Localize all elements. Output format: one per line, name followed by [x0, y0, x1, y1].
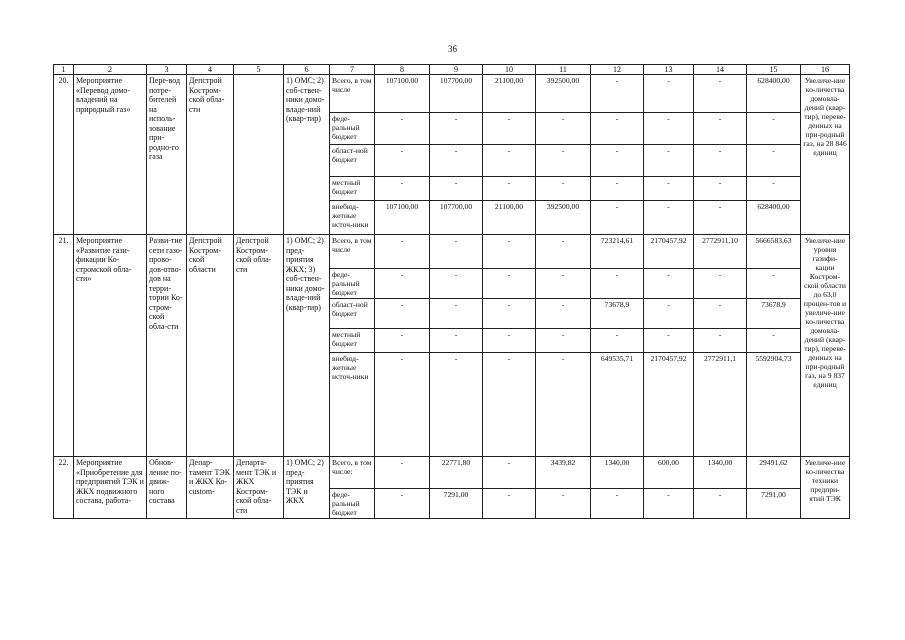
funding-source: Всего, в том числе:: [330, 457, 375, 489]
funding-value: -: [483, 457, 536, 489]
funding-value: -: [591, 75, 644, 113]
funding-value: -: [375, 489, 430, 519]
funding-value: -: [747, 113, 801, 145]
column-number-header: 10: [483, 65, 536, 75]
funding-value: -: [591, 201, 644, 235]
funding-value: -: [644, 299, 694, 329]
funding-source: внебюд-жетные источ-ники: [330, 353, 375, 457]
funding-value: -: [375, 353, 430, 457]
funding-value: -: [747, 329, 801, 353]
funding-value: -: [483, 145, 536, 177]
expected-result: Увеличе-ние ко-личества домовла-дений (квар-тир), переве-денных на при-родный газ, на 28 846 единиц: [801, 75, 850, 235]
participants: 1) ОМС; 2) пред-приятия ТЭК и ЖКХ: [284, 457, 330, 519]
measure-name: Мероприятие «Приобретение для предприятий ТЭК и ЖКХ подвижного состава, работа-: [74, 457, 147, 519]
funding-value: -: [375, 113, 430, 145]
row-number: 20.: [54, 75, 74, 235]
funding-value: 2170457,92: [644, 235, 694, 269]
funding-value: -: [375, 235, 430, 269]
funding-value: 7291,00: [747, 489, 801, 519]
row-number: 21.: [54, 235, 74, 457]
column-number-header: 14: [694, 65, 747, 75]
column-number-header: 5: [234, 65, 284, 75]
funding-value: 107700,00: [430, 75, 483, 113]
funding-value: -: [694, 329, 747, 353]
funding-value: -: [430, 113, 483, 145]
funding-value: -: [375, 269, 430, 299]
funding-value: -: [694, 113, 747, 145]
column-number-header: 6: [284, 65, 330, 75]
column-number-header: 11: [536, 65, 591, 75]
co-executor: Департа-мент ТЭК и ЖКХ Костром-ской обла-сти: [234, 457, 284, 519]
funding-value: 73678,9: [591, 299, 644, 329]
measure-goal: Разви-тие сети газо-прово-дов-отво-дов на терри-тории Ко-стром-ской обла-сти: [147, 235, 187, 457]
header-row: [54, 65, 850, 75]
column-number-header: 2: [74, 65, 147, 75]
funding-value: -: [694, 145, 747, 177]
funding-value: -: [644, 269, 694, 299]
funding-value: -: [747, 269, 801, 299]
responsible-executor: Депстрой Костром-ской обла-сти: [187, 75, 234, 235]
funding-value: -: [694, 201, 747, 235]
funding-value: 7291,00: [430, 489, 483, 519]
funding-value: -: [694, 177, 747, 201]
funding-value: 649535,71: [591, 353, 644, 457]
column-number-header: 15: [747, 65, 801, 75]
funding-value: -: [536, 113, 591, 145]
funding-value: -: [536, 489, 591, 519]
column-number-header: 4: [187, 65, 234, 75]
funding-source: внебюд-жетные источ-ники: [330, 201, 375, 235]
funding-value: 107100,00: [375, 201, 430, 235]
funding-source: Всего, в том числе: [330, 75, 375, 113]
funding-source: феде-ральный бюджет: [330, 269, 375, 299]
funding-value: -: [375, 177, 430, 201]
funding-value: -: [375, 299, 430, 329]
funding-source: местный бюджет: [330, 177, 375, 201]
funding-value: -: [591, 113, 644, 145]
funding-value: 107700,00: [430, 201, 483, 235]
funding-value: -: [483, 489, 536, 519]
measure-name: Мероприятие «Развитие гази-фикации Ко-стромской обла-сти»: [74, 235, 147, 457]
funding-value: -: [644, 177, 694, 201]
column-number-header: 9: [430, 65, 483, 75]
funding-value: -: [536, 177, 591, 201]
funding-value: -: [591, 269, 644, 299]
funding-value: -: [430, 269, 483, 299]
funding-value: 1340,00: [694, 457, 747, 489]
funding-value: -: [644, 113, 694, 145]
funding-value: -: [375, 457, 430, 489]
funding-value: 3439,82: [536, 457, 591, 489]
funding-value: 600,00: [644, 457, 694, 489]
co-executor: Депстрой Костром-ской обла-сти: [234, 235, 284, 457]
funding-value: -: [694, 299, 747, 329]
funding-value: 2772911,1: [694, 353, 747, 457]
funding-value: -: [536, 299, 591, 329]
funding-source: местный бюджет: [330, 329, 375, 353]
table-row: [54, 235, 850, 269]
column-number-header: 1: [54, 65, 74, 75]
funding-value: 628400,00: [747, 201, 801, 235]
funding-value: -: [483, 269, 536, 299]
funding-value: 723214,61: [591, 235, 644, 269]
funding-value: -: [644, 201, 694, 235]
funding-value: -: [644, 489, 694, 519]
funding-value: -: [483, 113, 536, 145]
funding-value: -: [483, 329, 536, 353]
funding-value: 1340,00: [591, 457, 644, 489]
table-row: [54, 457, 850, 489]
funding-value: -: [591, 177, 644, 201]
funding-value: 21100,00: [483, 75, 536, 113]
funding-value: -: [430, 299, 483, 329]
funding-value: 73678,9: [747, 299, 801, 329]
funding-value: 29491,62: [747, 457, 801, 489]
funding-value: -: [483, 353, 536, 457]
column-number-header: 12: [591, 65, 644, 75]
column-number-header: 16: [801, 65, 850, 75]
funding-value: -: [747, 145, 801, 177]
funding-value: -: [430, 145, 483, 177]
expected-result: Увеличе-ние ко-личества техники предпри-ятий ТЭК: [801, 457, 850, 519]
funding-value: -: [644, 75, 694, 113]
funding-value: -: [430, 353, 483, 457]
measure-name: Мероприятие «Перевод домо-владений на природный газ»: [74, 75, 147, 235]
funding-value: 22771,80: [430, 457, 483, 489]
funding-value: -: [694, 75, 747, 113]
funding-value: -: [591, 145, 644, 177]
funding-value: -: [536, 329, 591, 353]
funding-value: 392500,00: [536, 201, 591, 235]
expected-result: Увеличе-ние уровня газифи-кации Костром-ской области до 63,0 процен-тов и увеличе-ние ко-личества домовла-дений (квар-тир), переве-денных на при-родный газ, на 9 837 единиц: [801, 235, 850, 457]
column-number-header: 7: [330, 65, 375, 75]
funding-value: -: [375, 329, 430, 353]
funding-source: феде-ральный бюджет: [330, 489, 375, 519]
funding-value: -: [747, 177, 801, 201]
funding-source: Всего, в том числе: [330, 235, 375, 269]
funding-value: -: [536, 269, 591, 299]
funding-value: -: [694, 489, 747, 519]
row-number: 22.: [54, 457, 74, 519]
funding-value: -: [375, 145, 430, 177]
funding-value: 2170457,92: [644, 353, 694, 457]
funding-value: 5592904,73: [747, 353, 801, 457]
funding-value: 21100,00: [483, 201, 536, 235]
funding-value: -: [430, 177, 483, 201]
funding-value: 392500,00: [536, 75, 591, 113]
funding-value: 2772911,10: [694, 235, 747, 269]
responsible-executor: Депар-тамент ТЭК и ЖКХ Ко-custom-: [187, 457, 234, 519]
funding-value: -: [536, 145, 591, 177]
funding-value: -: [644, 329, 694, 353]
funding-value: -: [483, 235, 536, 269]
funding-value: -: [430, 329, 483, 353]
funding-source: феде-ральный бюджет: [330, 113, 375, 145]
funding-value: -: [430, 235, 483, 269]
column-number-header: 8: [375, 65, 430, 75]
funding-value: -: [591, 329, 644, 353]
responsible-executor: Депстрой Костром-ской области: [187, 235, 234, 457]
funding-value: 5666583,63: [747, 235, 801, 269]
funding-source: област-ной бюджет: [330, 299, 375, 329]
funding-value: -: [483, 299, 536, 329]
participants: 1) ОМС; 2) пред-приятия ЖКХ; 3) соб-ствен-ники домо-владе-ний (квар-тир): [284, 235, 330, 457]
co-executor: [234, 75, 284, 235]
funding-value: 107100,00: [375, 75, 430, 113]
funding-source: област-ной бюджет: [330, 145, 375, 177]
participants: 1) ОМС; 2) соб-ствен-ники домо-владе-ний (квар-тир): [284, 75, 330, 235]
measure-goal: Пере-вод потре-бителей на исполь-зование при-родно-го газа: [147, 75, 187, 235]
table-row: [54, 75, 850, 113]
funding-value: 628400,00: [747, 75, 801, 113]
page-number: 36: [448, 44, 457, 54]
funding-value: -: [536, 235, 591, 269]
funding-value: -: [644, 145, 694, 177]
column-number-header: 3: [147, 65, 187, 75]
funding-value: -: [536, 353, 591, 457]
funding-value: -: [694, 269, 747, 299]
measure-goal: Обнов-ление по-движ-ного состава: [147, 457, 187, 519]
program-table: [53, 64, 850, 519]
column-number-header: 13: [644, 65, 694, 75]
funding-value: -: [483, 177, 536, 201]
funding-value: -: [591, 489, 644, 519]
